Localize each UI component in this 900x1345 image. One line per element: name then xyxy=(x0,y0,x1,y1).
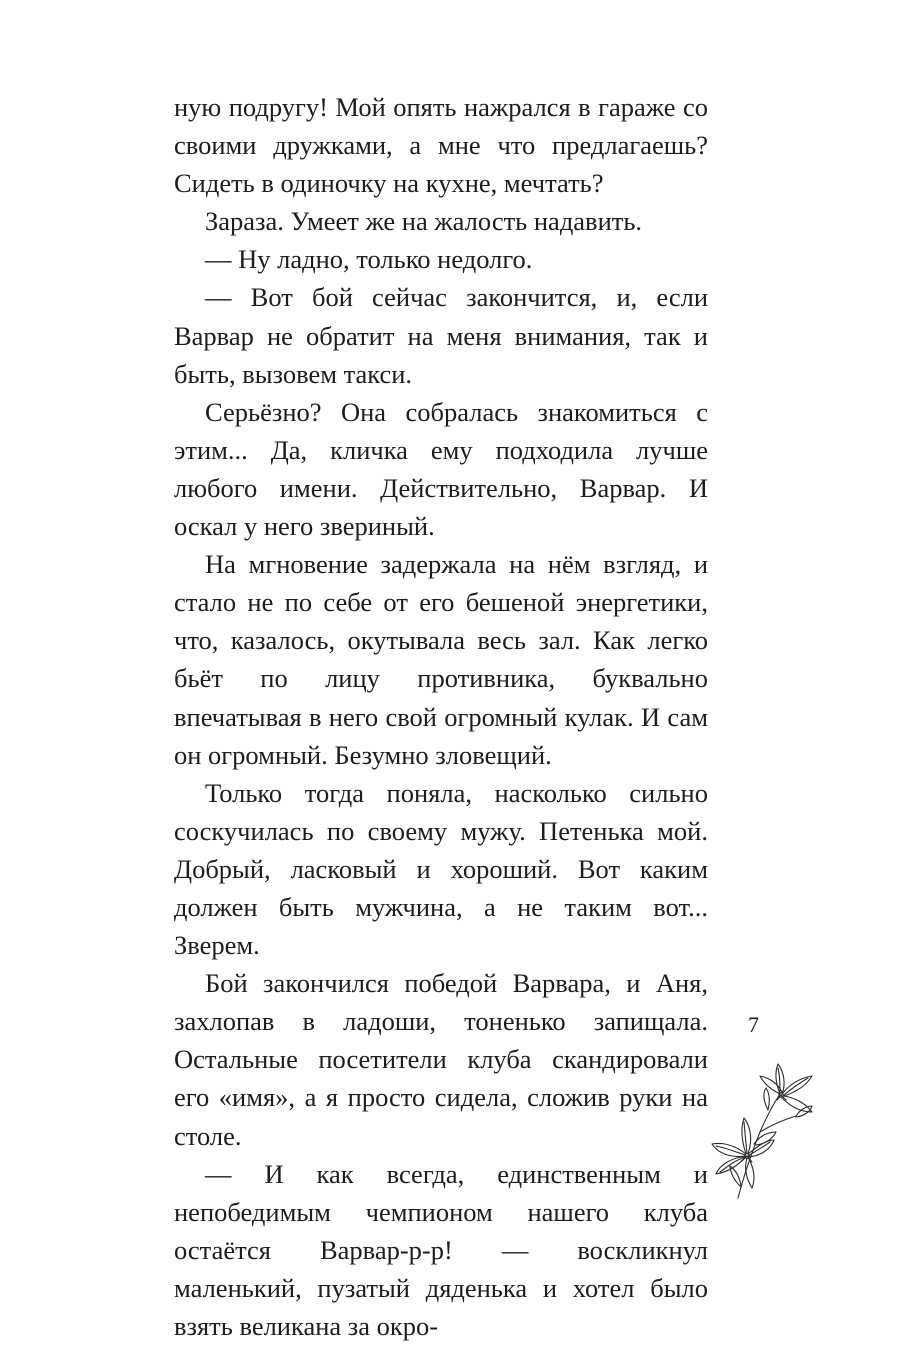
paragraph-3: — Ну ладно, только недолго. xyxy=(205,244,533,275)
paragraph-2: Зараза. Умеет же на жалость надавить. xyxy=(205,206,643,237)
paragraph-1: ную подругу! Мой опять нажрался в гараже со своими дружками, а мне что предлагаешь? Сидеть в одиночку на кухне, мечтать? xyxy=(174,92,708,199)
paragraph-6: На мгновение задержала на нём взгляд, и стало не по себе от его бешеной энергетики, что, казалось, окутывала весь зал. Как легко бьёт по лицу противника, буквально впечатывая в него свой огромный кулак. И сам он огромный. Безумно зловещий. xyxy=(174,549,708,770)
paragraph-8: Бой закончился победой Варвара, и Аня, захлопав в ладоши, тоненько запищала. Остальные посетители клуба скандировали его «имя», а я просто сидела, сложив руки на столе. xyxy=(174,968,708,1151)
flower-sketch-icon xyxy=(700,1040,830,1200)
body-text xyxy=(174,88,708,1345)
paragraph-7: Только тогда поняла, насколько сильно соскучилась по своему мужу. Петенька мой. Добрый, ласковый и хороший. Вот каким должен быть мужчина, а не таким вот... Зверем. xyxy=(174,777,708,961)
paragraph-9: — И как всегда, единственным и непобедимым чемпионом нашего клуба остаётся Варвар-р-р! — воскликнул маленький, пузатый дяденька и хотел было взять великана за окро- xyxy=(174,1158,708,1341)
page-number: 7 xyxy=(748,1012,759,1037)
paragraph-5: Серьёзно? Она собралась знакомиться с этим... Да, кличка ему подходила лучше любого имени. Действительно, Варвар. И оскал у него звериный. xyxy=(174,396,708,542)
paragraph-4: — Вот бой сейчас закончится, и, если Варвар не обратит на меня внимания, так и быть, вызовем такси. xyxy=(174,282,708,389)
